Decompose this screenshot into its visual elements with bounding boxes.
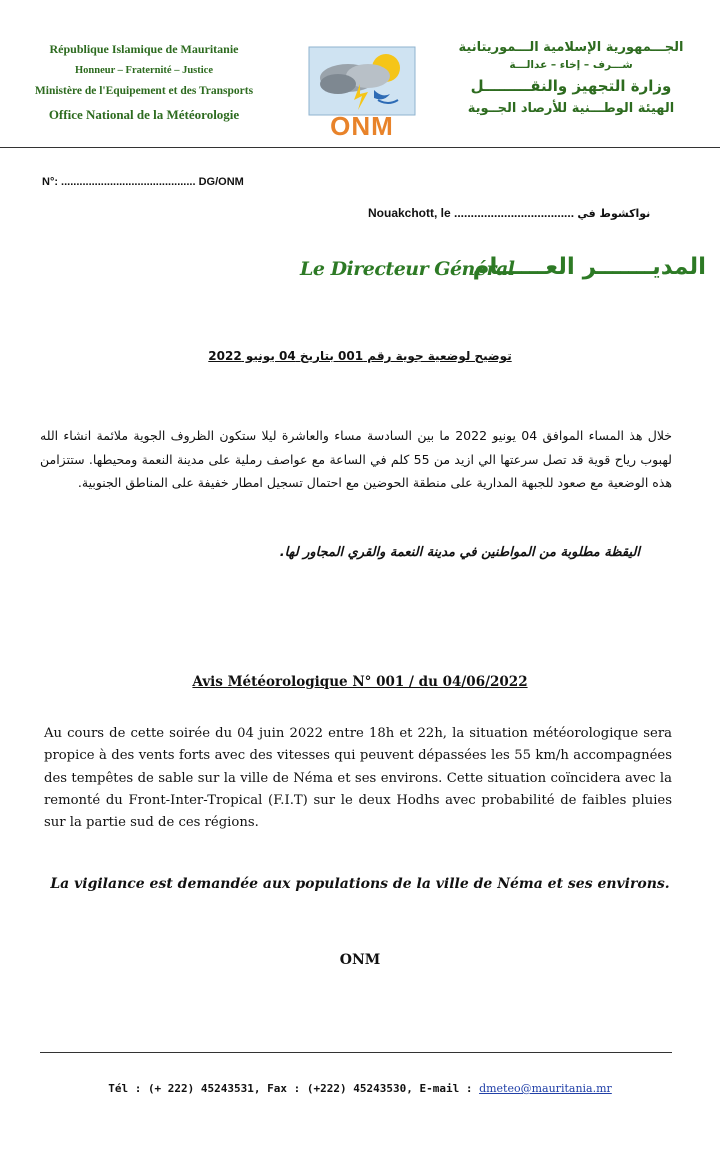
header-divider	[0, 147, 720, 148]
french-body: Au cours de cette soirée du 04 juin 2022 entre 18h et 22h, la situation météorologique sera propice à des vents forts avec des vitesses qui peuvent dépassées les 55 km/h accompagnées des tempêtes de sable sur la ville de Néma et ses environs. Cette situation coïncidera avec la remonté du Front-Inter-Tropical (F.I.T) sur le deux Hodhs avec probabilité de faibles pluies sur la partie sud de ces régions.	[44, 726, 672, 831]
weather-logo-icon	[308, 46, 416, 116]
director-title-ar: المديـــــــر العــــــام	[472, 254, 706, 280]
arabic-title-text: توضيح لوضعية جوية رقم 001 بتاريخ 04 يونيو 2022	[208, 349, 512, 363]
ministry-fr: Ministère de l'Equipement et des Transports	[34, 85, 254, 97]
arabic-title	[0, 349, 720, 363]
footer-contact	[0, 1082, 720, 1095]
header-french-block	[8, 42, 280, 123]
french-title	[0, 674, 720, 690]
email-link[interactable]: dmeteo@mauritania.mr	[479, 1082, 612, 1095]
country-name-fr: République Islamique de Mauritanie	[49, 42, 239, 56]
onm-logo	[308, 46, 416, 142]
footer-divider	[40, 1052, 672, 1053]
footer-contact-text: Tél : (+ 222) 45243531, Fax : (+222) 45243530, E-mail :	[108, 1082, 480, 1095]
reference-number: N°: ............................................ DG/ONM	[42, 176, 244, 188]
dateline-fr: Nouakchott, le ....................................	[368, 206, 575, 220]
logo-text: ONM	[330, 111, 394, 141]
dateline	[368, 206, 650, 220]
office-name-fr: Office National de la Météorologie	[48, 107, 240, 122]
motto-fr: Honneur – Fraternité – Justice	[74, 65, 214, 76]
french-title-text: Avis Météorologique N° 001 / du 04/06/2022	[192, 674, 528, 690]
director-title-fr: Le Directeur Général	[300, 258, 515, 280]
french-vigilance: La vigilance est demandée aux populations de la ville de Néma et ses environs.	[50, 876, 670, 892]
dateline-ar: نواكشوط في	[577, 207, 651, 220]
arabic-vigilance: اليقظة مطلوبة من المواطنين في مدينة النعمة والقري المجاور لها.	[279, 545, 640, 560]
arabic-body: خلال هذ المساء الموافق 04 يونيو 2022 ما بين السادسة مساء والعاشرة ليلا ستكون الظروف الجوية ملائمة انشاء الله لهبوب رياح قوية قد تصل سرعتها الي ازيد من 55 كلم في الساعة مع عواصف رملية على مدينة النعمة ومحيطها. ستتزامن هذه الوضعية مع صعود للجبهة المدارية على منطقة الحوضين مع احتمال تسجيل امطار خفيفة على المناطق الجنوبية.	[40, 428, 673, 490]
signature: ONM	[339, 952, 381, 968]
header-arabic-block	[436, 40, 706, 116]
office-name-ar: الهيئة الوطـــنية للأرصاد الجــوية	[467, 101, 675, 116]
motto-ar: شـــرف – إخاء – عدالـــة	[509, 59, 633, 71]
country-name-ar: الجـــمهورية الإسلامية الـــموريتانية	[458, 40, 684, 55]
ministry-ar: وزارة التجهيز والنقـــــــــل	[470, 77, 672, 95]
